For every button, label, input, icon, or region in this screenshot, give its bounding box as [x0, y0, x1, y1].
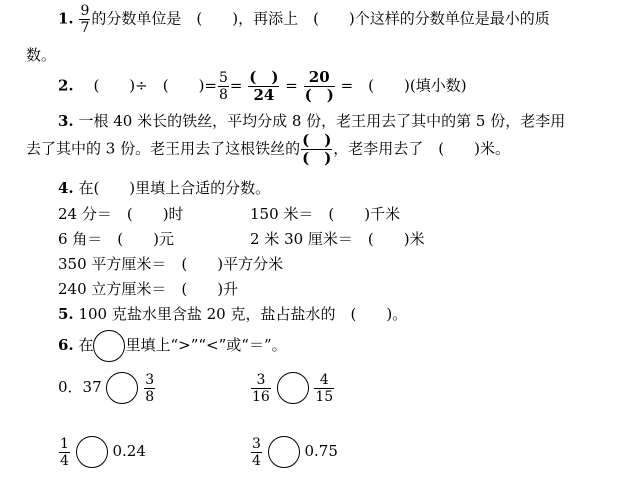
conversion-item: 6 角＝ ( )元: [58, 230, 175, 248]
question-number: 4.: [58, 179, 74, 197]
question-2: 2. ( )÷ ( )= $\frac{5}{8}$ = $\frac{( )}{24}$ = $\frac{20}{( )}$ = ( )(填小数): [58, 68, 467, 104]
question-text: = ( )(填小数): [340, 76, 467, 95]
question-4-title: [58, 177, 270, 198]
question-text: ，老李用去了 ( )米。: [333, 139, 511, 158]
comparison-circle-icon[interactable]: [277, 372, 309, 404]
comparison-circle-icon[interactable]: [76, 436, 108, 468]
fraction-blank: $\frac{20}{( )}$: [304, 68, 334, 104]
fraction-blank: $\frac{( )}{24}$: [249, 68, 279, 104]
question-text: 一根 40 米长的铁丝，平均分成 8 份，老王用去了其中的第 5 份，老李用: [78, 112, 566, 130]
question-number: 2.: [58, 76, 74, 95]
fraction-blank: $\frac{( )}{( )}$: [302, 131, 332, 167]
conversion-item: 2 米 30 厘米＝ ( )米: [250, 230, 425, 248]
question-1-line-1: [58, 4, 550, 35]
comparison-circle-icon[interactable]: [268, 436, 300, 468]
question-6: 6. 在 里填上“>”“<”或“＝”。: [58, 330, 287, 362]
question-number: 3.: [58, 112, 74, 130]
comparison-item: [250, 372, 335, 404]
question-3-line-2: [26, 133, 510, 166]
question-number: 5.: [58, 305, 74, 323]
fraction: $\frac{9}{7}$: [80, 3, 90, 36]
fraction: $\frac{3}{8}$: [145, 371, 155, 405]
question-text: 的分数单位是 ( )，再添上 ( )个这样的分数单位是最小的质: [91, 9, 550, 28]
fraction: $\frac{4}{15}$: [315, 371, 334, 405]
question-1-line-2: [26, 44, 56, 65]
question-text: ( )÷ ( )=: [78, 76, 217, 95]
question-5: [58, 303, 407, 324]
conversion-item: 350 平方厘米＝ ( )平方分米: [58, 255, 284, 273]
comparison-circle-icon[interactable]: [106, 372, 138, 404]
question-number: 6.: [58, 336, 74, 354]
question-text: 在( )里填上合适的分数。: [78, 179, 271, 197]
question-text: 去了其中的 3 份。老王用去了这根铁丝的: [26, 139, 301, 158]
question-number: 1.: [58, 9, 74, 28]
question-text: 100 克盐水里含盐 20 克，盐占盐水的 ( )。: [78, 305, 408, 323]
comparison-circle-icon: [93, 330, 125, 362]
conversion-item: 240 立方厘米＝ ( )升: [58, 280, 239, 298]
comparison-item: $\frac{1}{4}$ 0.24: [60, 435, 146, 469]
fraction: $\frac{1}{4}$: [60, 435, 69, 469]
conversion-item: 24 分＝ ( )时: [58, 205, 184, 223]
question-3-line-1: [58, 110, 565, 131]
comparison-item: $\frac{3}{4}$ 0.75: [252, 435, 338, 469]
fraction: $\frac{3}{4}$: [252, 435, 261, 469]
comparison-item: 0．37 $\frac{3}{8}$: [58, 371, 155, 405]
conversion-item: 150 米＝ ( )千米: [250, 205, 401, 223]
fraction: $\frac{5}{8}$: [219, 70, 228, 103]
question-text: 数。: [26, 46, 57, 64]
fraction: $\frac{3}{16}$: [252, 371, 270, 405]
